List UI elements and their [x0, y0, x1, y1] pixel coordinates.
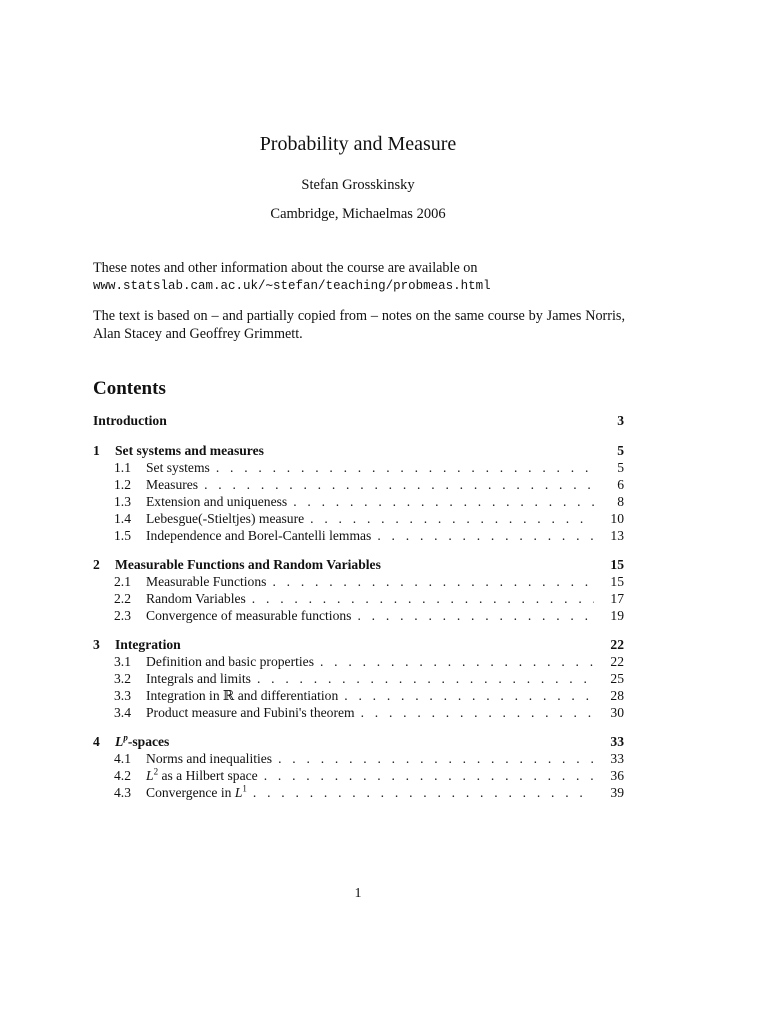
toc-page-number: 3	[617, 413, 624, 428]
dot-leader	[204, 476, 594, 493]
dot-leader	[216, 459, 594, 476]
toc-section-3-1[interactable]	[93, 653, 624, 670]
toc-page-number: 30	[610, 705, 624, 720]
chapter-title: Measurable Functions and Random Variables	[115, 557, 381, 572]
section-number: 3.3	[114, 688, 131, 703]
toc-chapter-4[interactable]	[93, 733, 624, 750]
toc-page-number: 33	[610, 751, 624, 766]
chapter-number: 3	[93, 637, 100, 652]
toc-page-number: 39	[610, 785, 624, 800]
section-title	[146, 768, 258, 783]
document-title: Probability and Measure	[259, 133, 457, 155]
section-title: Independence and Borel-Cantelli lemmas	[146, 528, 372, 543]
section-title: Extension and uniqueness	[146, 494, 288, 509]
chapter-title	[115, 733, 169, 750]
toc-section-1-1[interactable]	[93, 459, 624, 476]
availability-paragraph	[93, 259, 625, 295]
toc-page-number: 36	[610, 768, 624, 783]
dot-leader	[310, 510, 594, 527]
toc-section-3-3[interactable]	[93, 687, 624, 704]
toc-section-1-2[interactable]	[93, 476, 624, 493]
section-title: Integrals and limits	[146, 671, 251, 686]
section-number: 1.3	[114, 494, 131, 509]
toc-page-number: 13	[610, 528, 624, 543]
toc-page-number: 5	[617, 443, 624, 458]
dot-leader	[252, 590, 594, 607]
section-title: Measurable Functions	[146, 574, 267, 589]
section-title: Norms and inequalities	[146, 751, 273, 766]
toc-chapter-2[interactable]	[93, 556, 624, 573]
math-symbol: L	[234, 785, 243, 800]
section-number: 1.4	[114, 511, 131, 526]
dot-leader	[293, 493, 594, 510]
toc-section-2-2[interactable]	[93, 590, 624, 607]
section-title-rest: as a Hilbert space	[158, 768, 258, 783]
section-number: 1.5	[114, 528, 131, 543]
toc-entry-title: Introduction	[93, 413, 167, 428]
section-number: 3.2	[114, 671, 131, 686]
contents-heading: Contents	[93, 378, 166, 399]
section-title	[146, 785, 247, 800]
dot-leader	[344, 687, 594, 704]
chapter-number: 1	[93, 443, 100, 458]
section-number: 1.1	[114, 460, 131, 475]
section-number: 2.1	[114, 574, 131, 589]
dot-leader	[264, 767, 594, 784]
toc-section-3-4[interactable]	[93, 704, 624, 721]
toc-section-4-2[interactable]	[93, 767, 624, 784]
toc-page-number: 28	[610, 688, 624, 703]
availability-text: These notes and other information about the course are available on	[93, 260, 478, 276]
section-number: 4.1	[114, 751, 131, 766]
section-number: 1.2	[114, 477, 131, 492]
section-number: 2.2	[114, 591, 131, 606]
toc-entry-introduction[interactable]	[93, 412, 624, 429]
toc-page-number: 5	[617, 460, 624, 475]
dot-leader	[377, 527, 594, 544]
chapter-title: Integration	[115, 637, 181, 652]
toc-section-3-2[interactable]	[93, 670, 624, 687]
dot-leader	[320, 653, 594, 670]
chapter-number: 2	[93, 557, 100, 572]
toc-section-4-1[interactable]	[93, 750, 624, 767]
dot-leader	[357, 607, 594, 624]
math-superscript: 2	[153, 766, 159, 777]
math-symbol: L	[115, 734, 124, 749]
toc-page-number: 15	[610, 557, 624, 572]
section-title: Random Variables	[146, 591, 246, 606]
section-number: 2.3	[114, 608, 131, 623]
toc-section-2-3[interactable]	[93, 607, 624, 624]
toc-page-number: 6	[617, 477, 624, 492]
dot-leader	[272, 573, 594, 590]
math-superscript: p	[123, 732, 128, 743]
toc-section-1-4[interactable]	[93, 510, 624, 527]
section-number: 4.3	[114, 785, 131, 800]
page-number: 1	[354, 886, 362, 901]
toc-page-number: 17	[610, 591, 624, 606]
section-title: Product measure and Fubini's theorem	[146, 705, 355, 720]
toc-page-number: 19	[610, 608, 624, 623]
toc-page-number: 22	[610, 654, 624, 669]
course-url[interactable]: www.statslab.cam.ac.uk/∼stefan/teaching/probmeas.html	[93, 279, 491, 293]
chapter-title: Set systems and measures	[115, 443, 264, 458]
section-number: 4.2	[114, 768, 131, 783]
table-of-contents	[93, 412, 624, 801]
section-title: Lebesgue(-Stieltjes) measure	[146, 511, 305, 526]
section-number: 3.4	[114, 705, 131, 720]
author-name: Stefan Grosskinsky	[301, 177, 415, 193]
toc-section-1-5[interactable]	[93, 527, 624, 544]
math-symbol: L	[146, 768, 154, 783]
toc-chapter-1[interactable]	[93, 442, 624, 459]
toc-section-1-3[interactable]	[93, 493, 624, 510]
chapter-title-rest: -spaces	[127, 734, 170, 749]
affiliation: Cambridge, Michaelmas 2006	[270, 206, 446, 222]
toc-page-number: 10	[610, 511, 624, 526]
math-superscript: 1	[242, 783, 247, 794]
toc-page-number: 15	[610, 574, 624, 589]
section-title: Measures	[146, 477, 199, 492]
dot-leader	[257, 670, 594, 687]
toc-page-number: 22	[610, 637, 624, 652]
toc-page-number: 33	[610, 734, 624, 749]
toc-page-number: 8	[617, 494, 624, 509]
dot-leader	[253, 784, 594, 801]
chapter-number: 4	[93, 734, 100, 749]
toc-section-2-1[interactable]	[93, 573, 624, 590]
section-number: 3.1	[114, 654, 131, 669]
based-on-paragraph: The text is based on – and partially copied from – notes on the same course by James Norris, Alan Stacey and Geoffrey Grimmett.	[93, 308, 625, 342]
toc-page-number: 25	[610, 671, 624, 686]
dot-leader	[278, 750, 594, 767]
toc-section-4-3[interactable]	[93, 784, 624, 801]
section-title: Integration in ℝ and differentiation	[146, 688, 339, 703]
dot-leader	[361, 704, 594, 721]
section-title: Convergence of measurable functions	[146, 608, 352, 623]
toc-chapter-3[interactable]	[93, 636, 624, 653]
section-title: Set systems	[146, 460, 210, 475]
section-title: Definition and basic properties	[146, 654, 314, 669]
section-title-text: Convergence in	[146, 785, 235, 800]
